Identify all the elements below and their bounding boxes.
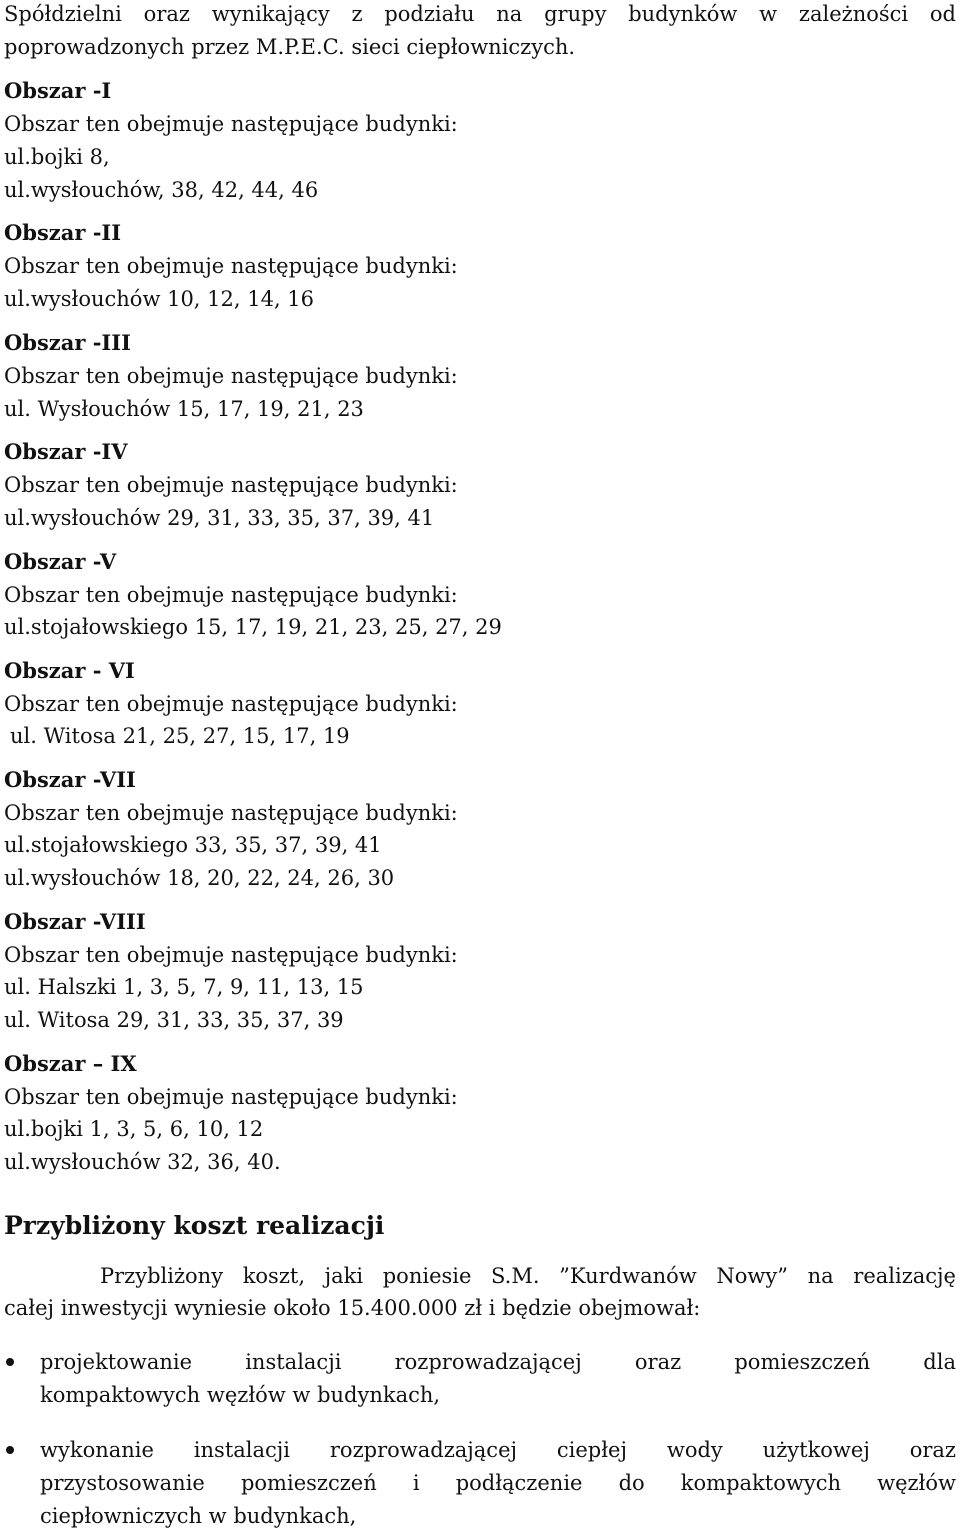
area-2-description: Obszar ten obejmuje następujące budynki: (4, 254, 458, 278)
area-1-heading: Obszar -I (4, 78, 112, 103)
intro-line-2: poprowadzonych przez M.P.E.C. sieci ciepłowniczych. (4, 35, 576, 59)
area-4-description: Obszar ten obejmuje następujące budynki: (4, 473, 458, 497)
area-8-address: ul. Halszki 1, 3, 5, 7, 9, 11, 13, 15 (4, 975, 364, 999)
area-8-address: ul. Witosa 29, 31, 33, 35, 37, 39 (4, 1008, 344, 1032)
area-1-address: ul.bojki 8, (4, 145, 110, 169)
area-7-description: Obszar ten obejmuje następujące budynki: (4, 801, 458, 825)
bullet-line: ciepłowniczych w budynkach, (40, 1504, 357, 1528)
area-1-description: Obszar ten obejmuje następujące budynki: (4, 112, 458, 136)
bullet-line: kompaktowych węzłów w budynkach, (40, 1383, 441, 1407)
area-7-heading: Obszar -VII (4, 767, 136, 792)
area-5-address: ul.stojałowskiego 15, 17, 19, 21, 23, 25, 27, 29 (4, 615, 502, 639)
cost-section-title: Przybliżony koszt realizacji (4, 1211, 385, 1240)
area-4-heading: Obszar -IV (4, 439, 128, 464)
area-6-heading: Obszar - VI (4, 658, 135, 683)
area-2-heading: Obszar -II (4, 220, 122, 245)
bullet-line: projektowanie instalacji rozprowadzającej oraz pomieszczeń dla (40, 1350, 956, 1374)
bullet-line: przystosowanie pomieszczeń i podłączenie do kompaktowych węzłów (40, 1471, 956, 1495)
area-9-address: ul.bojki 1, 3, 5, 6, 10, 12 (4, 1117, 264, 1141)
area-1-address: ul.wysłouchów, 38, 42, 44, 46 (4, 178, 319, 202)
bullet-dot-icon (6, 1446, 14, 1454)
area-6-description: Obszar ten obejmuje następujące budynki: (4, 692, 458, 716)
area-9-description: Obszar ten obejmuje następujące budynki: (4, 1085, 458, 1109)
bullet-line: wykonanie instalacji rozprowadzającej ciepłej wody użytkowej oraz (40, 1438, 956, 1462)
area-3-address: ul. Wysłouchów 15, 17, 19, 21, 23 (4, 397, 364, 421)
area-7-address: ul.wysłouchów 18, 20, 22, 24, 26, 30 (4, 866, 395, 890)
area-5-heading: Obszar -V (4, 549, 117, 574)
area-9-heading: Obszar – IX (4, 1051, 137, 1076)
cost-paragraph-line-2: całej inwestycji wyniesie około 15.400.000 zł i będzie obejmował: (4, 1296, 701, 1320)
area-6-address: ul. Witosa 21, 25, 27, 15, 17, 19 (10, 724, 350, 748)
area-9-address: ul.wysłouchów 32, 36, 40. (4, 1150, 281, 1174)
cost-paragraph-line-1: Przybliżony koszt, jaki poniesie S.M. ”Kurdwanów Nowy” na realizację (100, 1264, 956, 1288)
area-5-description: Obszar ten obejmuje następujące budynki: (4, 583, 458, 607)
area-8-description: Obszar ten obejmuje następujące budynki: (4, 943, 458, 967)
area-8-heading: Obszar -VIII (4, 909, 146, 934)
intro-line-1: Spółdzielni oraz wynikający z podziału na grupy budynków w zależności od (4, 2, 956, 26)
area-2-address: ul.wysłouchów 10, 12, 14, 16 (4, 287, 315, 311)
area-4-address: ul.wysłouchów 29, 31, 33, 35, 37, 39, 41 (4, 506, 435, 530)
area-7-address: ul.stojałowskiego 33, 35, 37, 39, 41 (4, 833, 382, 857)
area-3-heading: Obszar -III (4, 330, 131, 355)
bullet-dot-icon (6, 1358, 14, 1366)
area-3-description: Obszar ten obejmuje następujące budynki: (4, 364, 458, 388)
